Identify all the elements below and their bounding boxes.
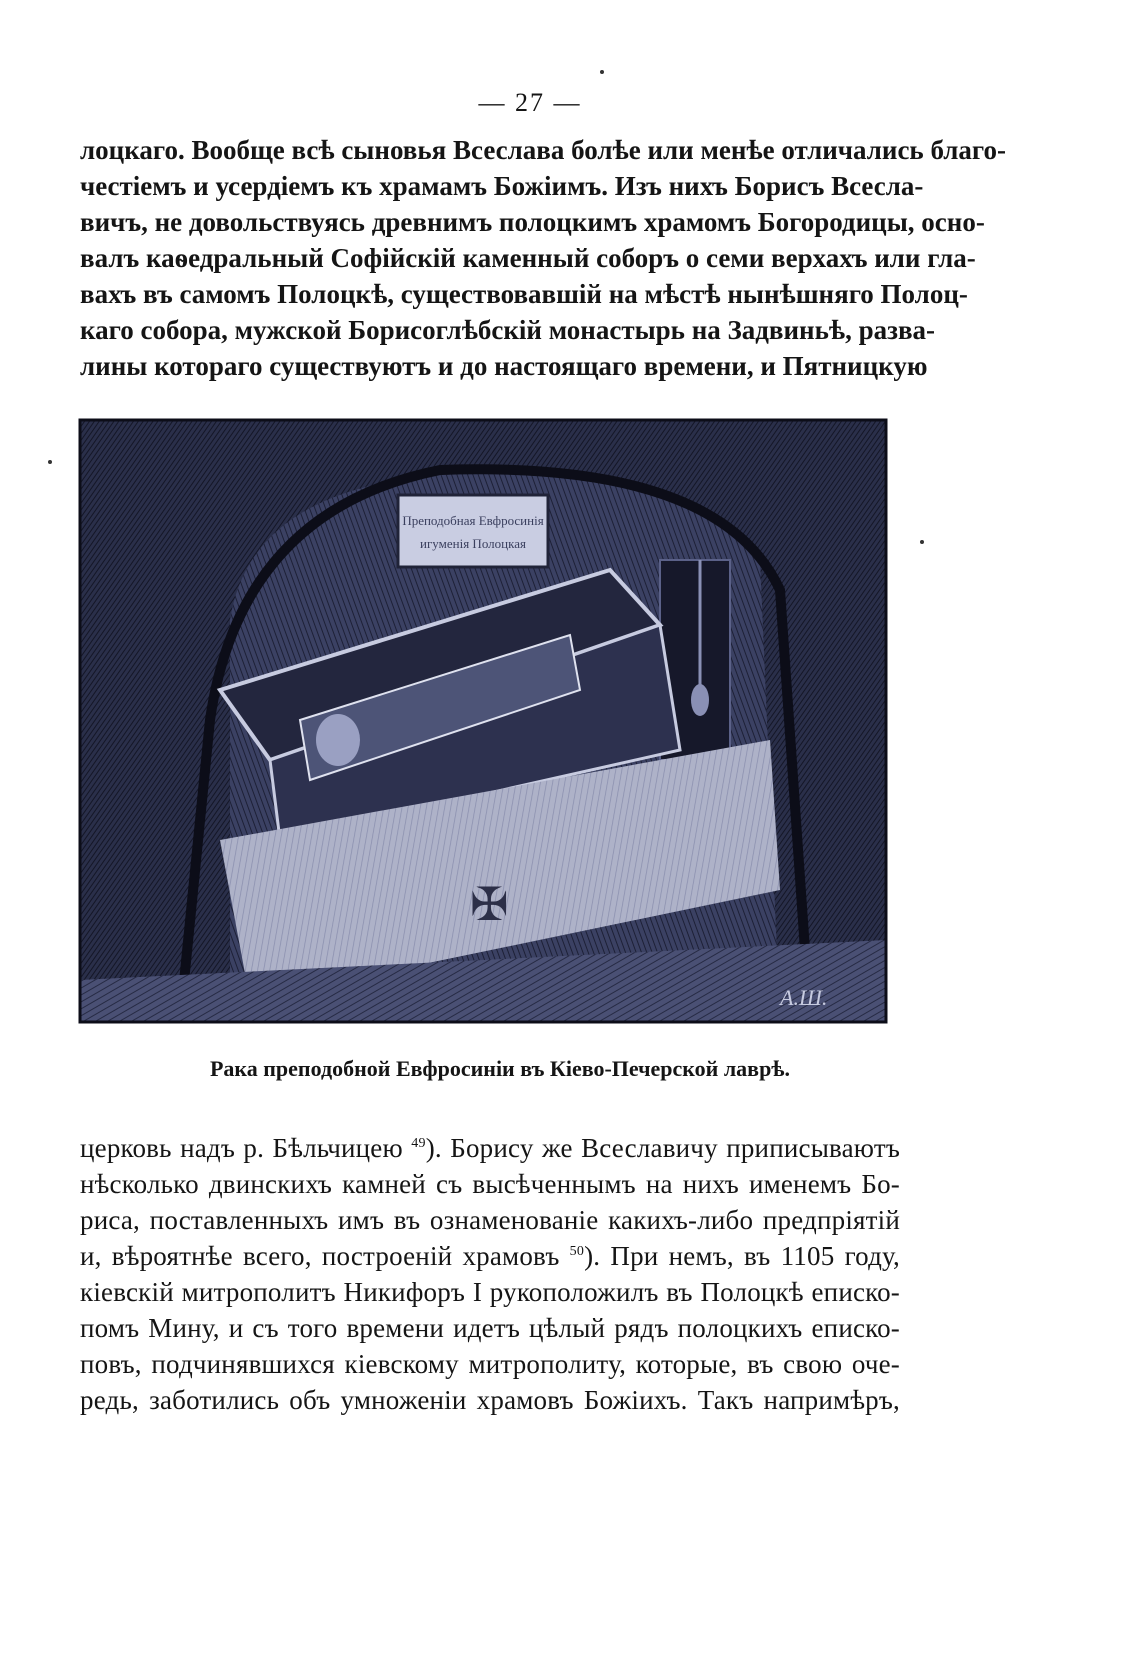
text-fragment: церковь надъ р. Бѣльчицею (80, 1133, 412, 1163)
text-line: честіемъ и усердіемъ къ храмамъ Божіимъ. Изъ нихъ Борисъ Всесла- (80, 171, 924, 201)
text-line: вичъ, не довольствуясь древнимъ полоцкимъ храмомъ Богородицы, осно- (80, 207, 985, 237)
footnote-ref: 50 (569, 1244, 585, 1259)
page-number: — 27 — (478, 88, 582, 117)
text-line (80, 1130, 900, 1166)
text-line: валъ каѳедральный Софійскій каменный соборъ о семи верхахъ или гла- (80, 243, 976, 273)
top-paragraph (80, 132, 1007, 384)
text-fragment: ). При немъ, въ 1105 году, (584, 1241, 900, 1271)
text-line: вахъ въ самомъ Полоцкѣ, существовавшій на мѣстѣ нынѣшняго Полоц- (80, 279, 968, 309)
text-fragment: ). Борису же Всеславичу приписываютъ (425, 1133, 900, 1163)
scan-speck (920, 540, 924, 544)
engraving-svg (80, 420, 886, 1022)
text-line: повъ, подчинявшихся кіевскому митрополиту, которые, въ свою оче- (80, 1349, 900, 1379)
text-line: нѣсколько двинскихъ камней съ высѣченнымъ на нихъ именемъ Бо- (80, 1169, 900, 1199)
text-fragment: и, вѣроятнѣе всего, построеній храмовъ (80, 1241, 570, 1271)
text-line: лоцкаго. Вообще всѣ сыновья Всеслава болѣе или менѣе отличались благо- (80, 135, 1007, 165)
text-line: риса, поставленныхъ имъ въ ознаменованіе какихъ-либо предпріятій (80, 1205, 900, 1235)
text-line: кіевскій митрополитъ Никифоръ I рукоположилъ въ Полоцкѣ еписко- (80, 1277, 900, 1307)
text-line: лины котораго существуютъ и до настоящаго времени, и Пятницкую (80, 351, 928, 381)
plaque-text-1: Преподобная Евфросинія (402, 513, 544, 528)
medallion (316, 714, 360, 766)
text-line: помъ Мину, и съ того времени идетъ цѣлый рядъ полоцкихъ еписко- (80, 1313, 900, 1343)
text-line: каго собора, мужской Борисоглѣбскій монастырь на Задвиньѣ, разва- (80, 315, 936, 345)
footnote-ref: 49 (411, 1136, 426, 1151)
plaque-text-2: игуменія Полоцкая (420, 536, 526, 551)
scan-speck (600, 70, 604, 74)
hanging-lamp-icon (691, 684, 709, 716)
text-line: редь, заботились объ умноженіи храмовъ Божіихъ. Такъ напримѣръ, (80, 1385, 900, 1415)
engraver-signature: А.Ш. (780, 985, 828, 1010)
plaque (398, 495, 548, 567)
cross-icon: ✠ (470, 877, 509, 931)
bottom-paragraph (80, 1130, 900, 1418)
figure-caption: Рака преподобной Евфросиніи въ Кіево-Печерской лаврѣ. (209, 1056, 791, 1081)
scan-speck (48, 460, 52, 464)
engraving-illustration (80, 420, 886, 1022)
text-line (80, 1238, 900, 1274)
